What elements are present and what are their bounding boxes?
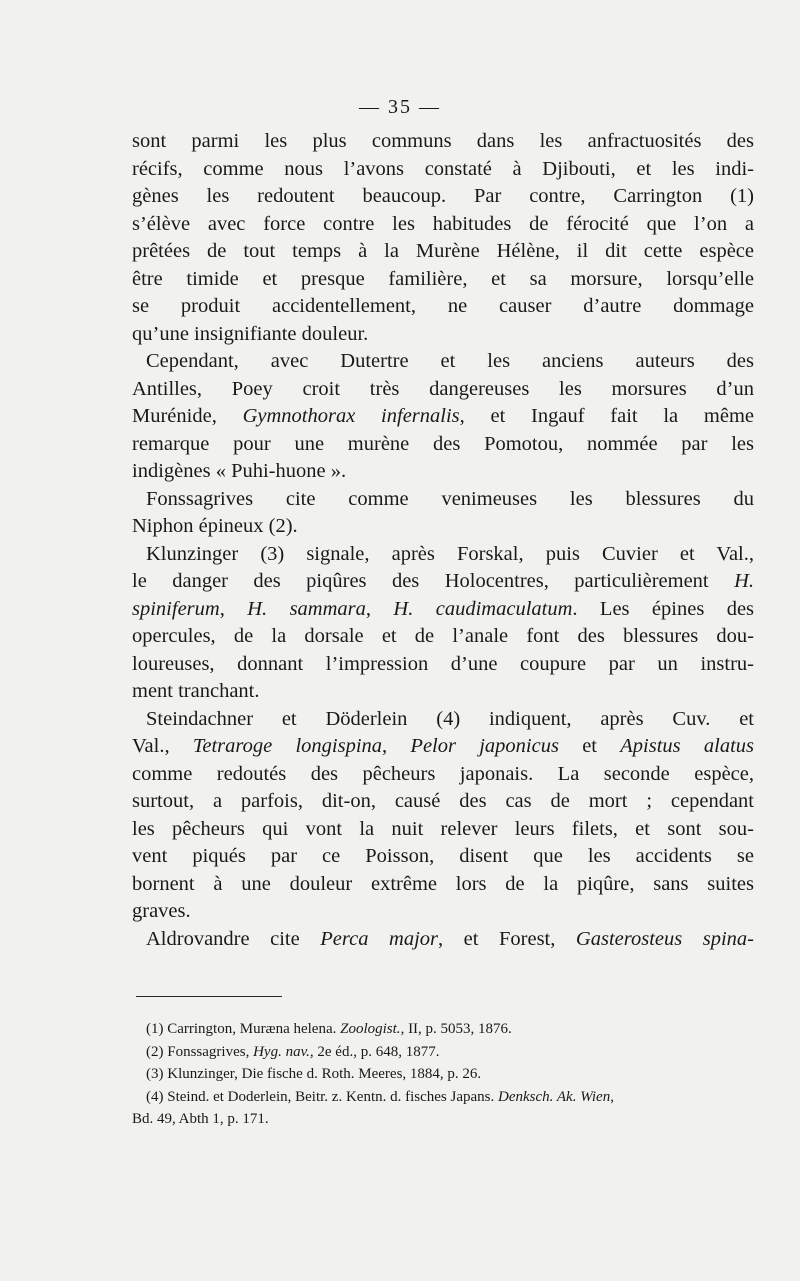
- text-line: sont parmi les plus communs dans les anfractuosités des: [132, 130, 754, 152]
- text-line: Niphon épineux (2).: [132, 515, 298, 537]
- text-line: Antilles, Poey croit très dangereuses les morsures d’un: [132, 377, 754, 400]
- footnote: (4) Steind. et Doderlein, Beitr. z. Kentn. d. fisches Japans. Denksch. Ak. Wien,: [146, 1088, 614, 1105]
- text-line: Klunzinger (3) signale, après Forskal, puis Cuvier et Val.,: [146, 542, 754, 565]
- text-line: se produit accidentellement, ne causer d’autre dommage: [132, 295, 754, 317]
- footnote: (1) Carrington, Muræna helena. Zoologist., II, p. 5053, 1876.: [146, 1021, 512, 1037]
- text-line: être timide et presque familière, et sa morsure, lorsqu’elle: [132, 267, 754, 290]
- page-number: — 35 —: [359, 96, 441, 118]
- text-line: Val., Tetraroge longispina, Pelor japonicus et Apistus alatus: [132, 735, 755, 757]
- text-line: Steindachner et Döderlein (4) indiquent, après Cuv. et: [146, 707, 754, 730]
- footnote-continuation: Bd. 49, Abth 1, p. 171.: [132, 1111, 269, 1127]
- text-line: s’élève avec force contre les habitudes de férocité que l’on a: [132, 212, 754, 235]
- text-line: surtout, a parfois, dit-on, causé des cas de mort ; cependant: [132, 790, 754, 812]
- text-line: prêtées de tout temps à la Murène Hélène, il dit cette espèce: [132, 240, 754, 262]
- text-line: ment tranchant.: [132, 680, 260, 702]
- text-line: les pêcheurs qui vont la nuit relever leurs filets, et sont sou-: [132, 817, 754, 840]
- text-line: récifs, comme nous l’avons constaté à Djibouti, et les indi-: [132, 157, 754, 180]
- text-line: spiniferum, H. sammara, H. caudimaculatum. Les épines des: [132, 597, 755, 620]
- text-line: vent piqués par ce Poisson, disent que les accidents se: [132, 845, 754, 867]
- text-line: opercules, de la dorsale et de l’anale font des blessures dou-: [132, 625, 754, 647]
- footnote: (2) Fonssagrives, Hyg. nav., 2e éd., p. 648, 1877.: [146, 1043, 440, 1060]
- footnotes: [132, 1018, 754, 1131]
- text-line: Aldrovandre cite Perca major, et Forest, Gasterosteus spina-: [146, 927, 755, 950]
- text-line: loureuses, donnant l’impression d’une coupure par un instru-: [132, 652, 754, 675]
- text-line: qu’une insignifiante douleur.: [132, 322, 369, 345]
- footnote: (3) Klunzinger, Die fische d. Roth. Meeres, 1884, p. 26.: [146, 1066, 482, 1082]
- text-line: Fonssagrives cite comme venimeuses les blessures du: [146, 487, 754, 510]
- body-text: [132, 128, 754, 953]
- text-line: graves.: [132, 900, 191, 922]
- text-line: bornent à une douleur extrême lors de la piqûre, sans suites: [132, 872, 754, 895]
- text-line: remarque pour une murène des Pomotou, nommée par les: [132, 432, 754, 455]
- text-line: le danger des piqûres des Holocentres, particulièrement H.: [132, 570, 754, 592]
- text-line: indigènes « Puhi-huone ».: [132, 460, 347, 482]
- text-line: Cependant, avec Dutertre et les anciens auteurs des: [146, 350, 754, 372]
- footnote-separator: [136, 996, 282, 997]
- text-line: gènes les redoutent beaucoup. Par contre, Carrington (1): [132, 185, 754, 207]
- text-line: comme redoutés des pêcheurs japonais. La seconde espèce,: [132, 762, 754, 785]
- text-line: Murénide, Gymnothorax infernalis, et Ingauf fait la même: [132, 405, 754, 427]
